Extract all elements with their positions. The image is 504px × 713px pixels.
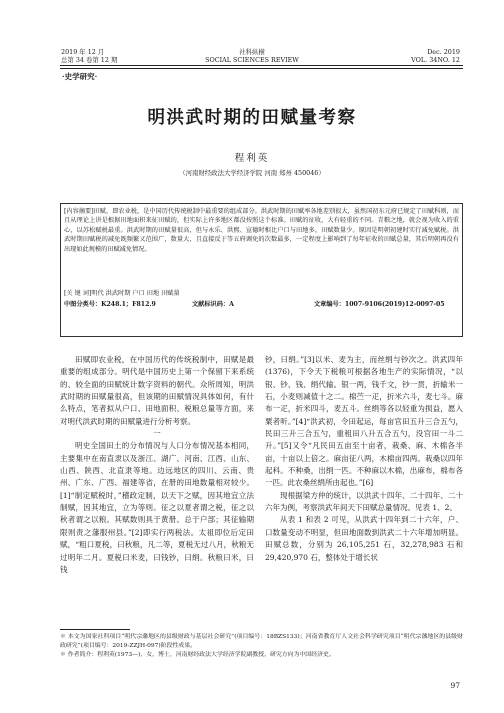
section-number: 一: [153, 429, 161, 439]
header-volume: 总第 34 卷第 12 期: [61, 56, 118, 64]
keywords: [关 键 词]明代 洪武时期 户口 田地 田赋量: [64, 290, 180, 297]
journal-date-volume-en: [411, 48, 460, 64]
abstract-text: [内容摘要]田赋，即农业税，是中国历代传统税制中最重要的组成部分。洪武时期的田赋率各地差别很大，虽然国初东元府已规定了田赋科则，而且从理论上讲是根据田地面积来征田赋的，但实际上许多地区都没按照这个标准。田赋的征收，大有轻重的不同。青粮之地，就会视为收入的重心，以苏松赋税最重。洪武时期的田赋量很高，但与永乐、洪熙、宣德时相比户口与田地多，田赋数量少。原因是明朝初建时实行减免赋税。洪武时期田赋税的减免既频繁又范围广，数量大，且直接反于等五府调免的次数最多，一定程度上影响到了每年征收的田赋总量，其后明朝再没有出现如此规模的田赋减免情况。: [64, 208, 459, 253]
body-paragraph: 明史全国田土的分布情况与人口分布情况基本相同，主要集中在南直隶以及浙江、湖广、河南、江西、山东、山西、陕西、北直隶等地。边远地区的四川、云南、贵州、广东、广西、福建等省，在册的田地数量相对较少。[1]“制定赋税时，”稽政定制，以天下之赋，因其地宜立法制赋，因其地宜，立为等则。征之以夏者谓之税，征之以秋者谓之以粮。其赋数则具于黄册。总于户部；其征输期限则责之藩服州县。”[2]即实行两税法。太祖即位后定田赋，“粗口夏税，曰秋粮，凡二等，夏税无过八月，秋粮无过明年二月。夏税曰米麦，曰钱钞，曰绢。秋粮曰米，曰钱: [60, 441, 254, 574]
header-volume-en: VOL. 34NO. 12: [411, 56, 460, 64]
header-date: 2019 年 12 月: [61, 48, 105, 56]
journal-name-cn: 社科纵横: [239, 48, 265, 56]
body-paragraph: 钞，曰绢。”[3]以米、麦为主，而丝绢与钞次之。洪武四年(1376)，下令天下税粮可根据各地生产的实际情况，“以银、钞、钱、绢代输。银一两，钱千文，钞一贯，折输米一石，小麦则减值十之二。棉苎一疋，折米六斗，麦七斗。麻布一疋，折米四斗，麦五斗。丝绢等各以轻重为损益，愿入粟者听。”[4]“洪武初，令田起运，每亩官田五升三合五勺，民田三升三合五勺，重租田八升五合五勺，没官田一斗二升。”[5]又令“凡民田五亩至十亩者，栽桑、麻、木棉各半亩，十亩以上倍之。麻亩征八两，木棉亩四两。栽桑以四年起科。不种桑，出绢一匹。不种麻以木棉，出麻布，棉布各一匹。此农桑丝绢所由起也。”[6]: [265, 355, 463, 488]
header-date-en: Dec. 2019: [427, 48, 460, 56]
journal-name-en: SOCIAL SCIENCES REVIEW: [205, 56, 299, 64]
author-affiliation: （河南财经政法大学经济学院 河南 郑州 450046）: [179, 169, 325, 177]
page-number: 97: [450, 681, 460, 690]
body-column-right: [265, 354, 463, 564]
class-number: 中图分类号：K248.1；F812.9: [64, 301, 156, 308]
body-paragraph: 现根据梁方仲的统计，以洪武十四年、二十四年、二十六年为例，考察洪武年间天下田赋总量情况。见表 1、2。: [265, 490, 463, 513]
footnote-author: ＊ 作者简介：程利英(1973—)，女，博士，河南财经政法大学经济学院副教授，研究方向为中国经济史。: [60, 652, 335, 658]
article-number: 文章编号：1007-9106(2019)12-0097-05: [314, 301, 445, 308]
body-paragraph: 从表 1 和表 2 可见，从洪武十四年到二十六年，户、口数量变动不明显，但田地面数到洪武二十六年增加明显。田赋总数，分别为 26,105,251 石，32,278,983 石和 29,420,970 石，整体处于增长状: [265, 515, 463, 562]
body-paragraph: 田赋即农业税，在中国历代的传统税制中，田赋是最重要的组成部分。明代是中国历史上第一个保留下来系统的、较全面的田赋统计数字资料的朝代。众所周知，明洪武时期的田赋量很高，但该期的田赋情况具体如何，有什么特点，笔者拟从户口、田地面积、税粮总量等方面，来对明代洪武时期的田赋量进行分析考察。: [60, 355, 254, 426]
footnote-funding: ＊ 本文为国家社科项目“明代宗藩地区的县级财政与基层社会研究”(项目编号：18BZS133)；河南省教育厅人文社会科学研究项目“明代宗藩地区的县级财政研究”(项目编号：2019-ZZJH-097)阶段性成果。: [60, 634, 463, 649]
article-title: 明洪武时期的田赋量考察: [147, 108, 357, 128]
header-rule-thick: [60, 65, 463, 66]
classification-row: [64, 300, 459, 309]
document-code: 文献标识码：A: [192, 301, 234, 308]
section-label: ·史学研究·: [62, 72, 98, 81]
body-column-left: [60, 354, 254, 576]
author-name: 程利英: [234, 153, 270, 164]
footnote-rule: [60, 629, 130, 630]
header-rule-thin: [60, 68, 463, 69]
